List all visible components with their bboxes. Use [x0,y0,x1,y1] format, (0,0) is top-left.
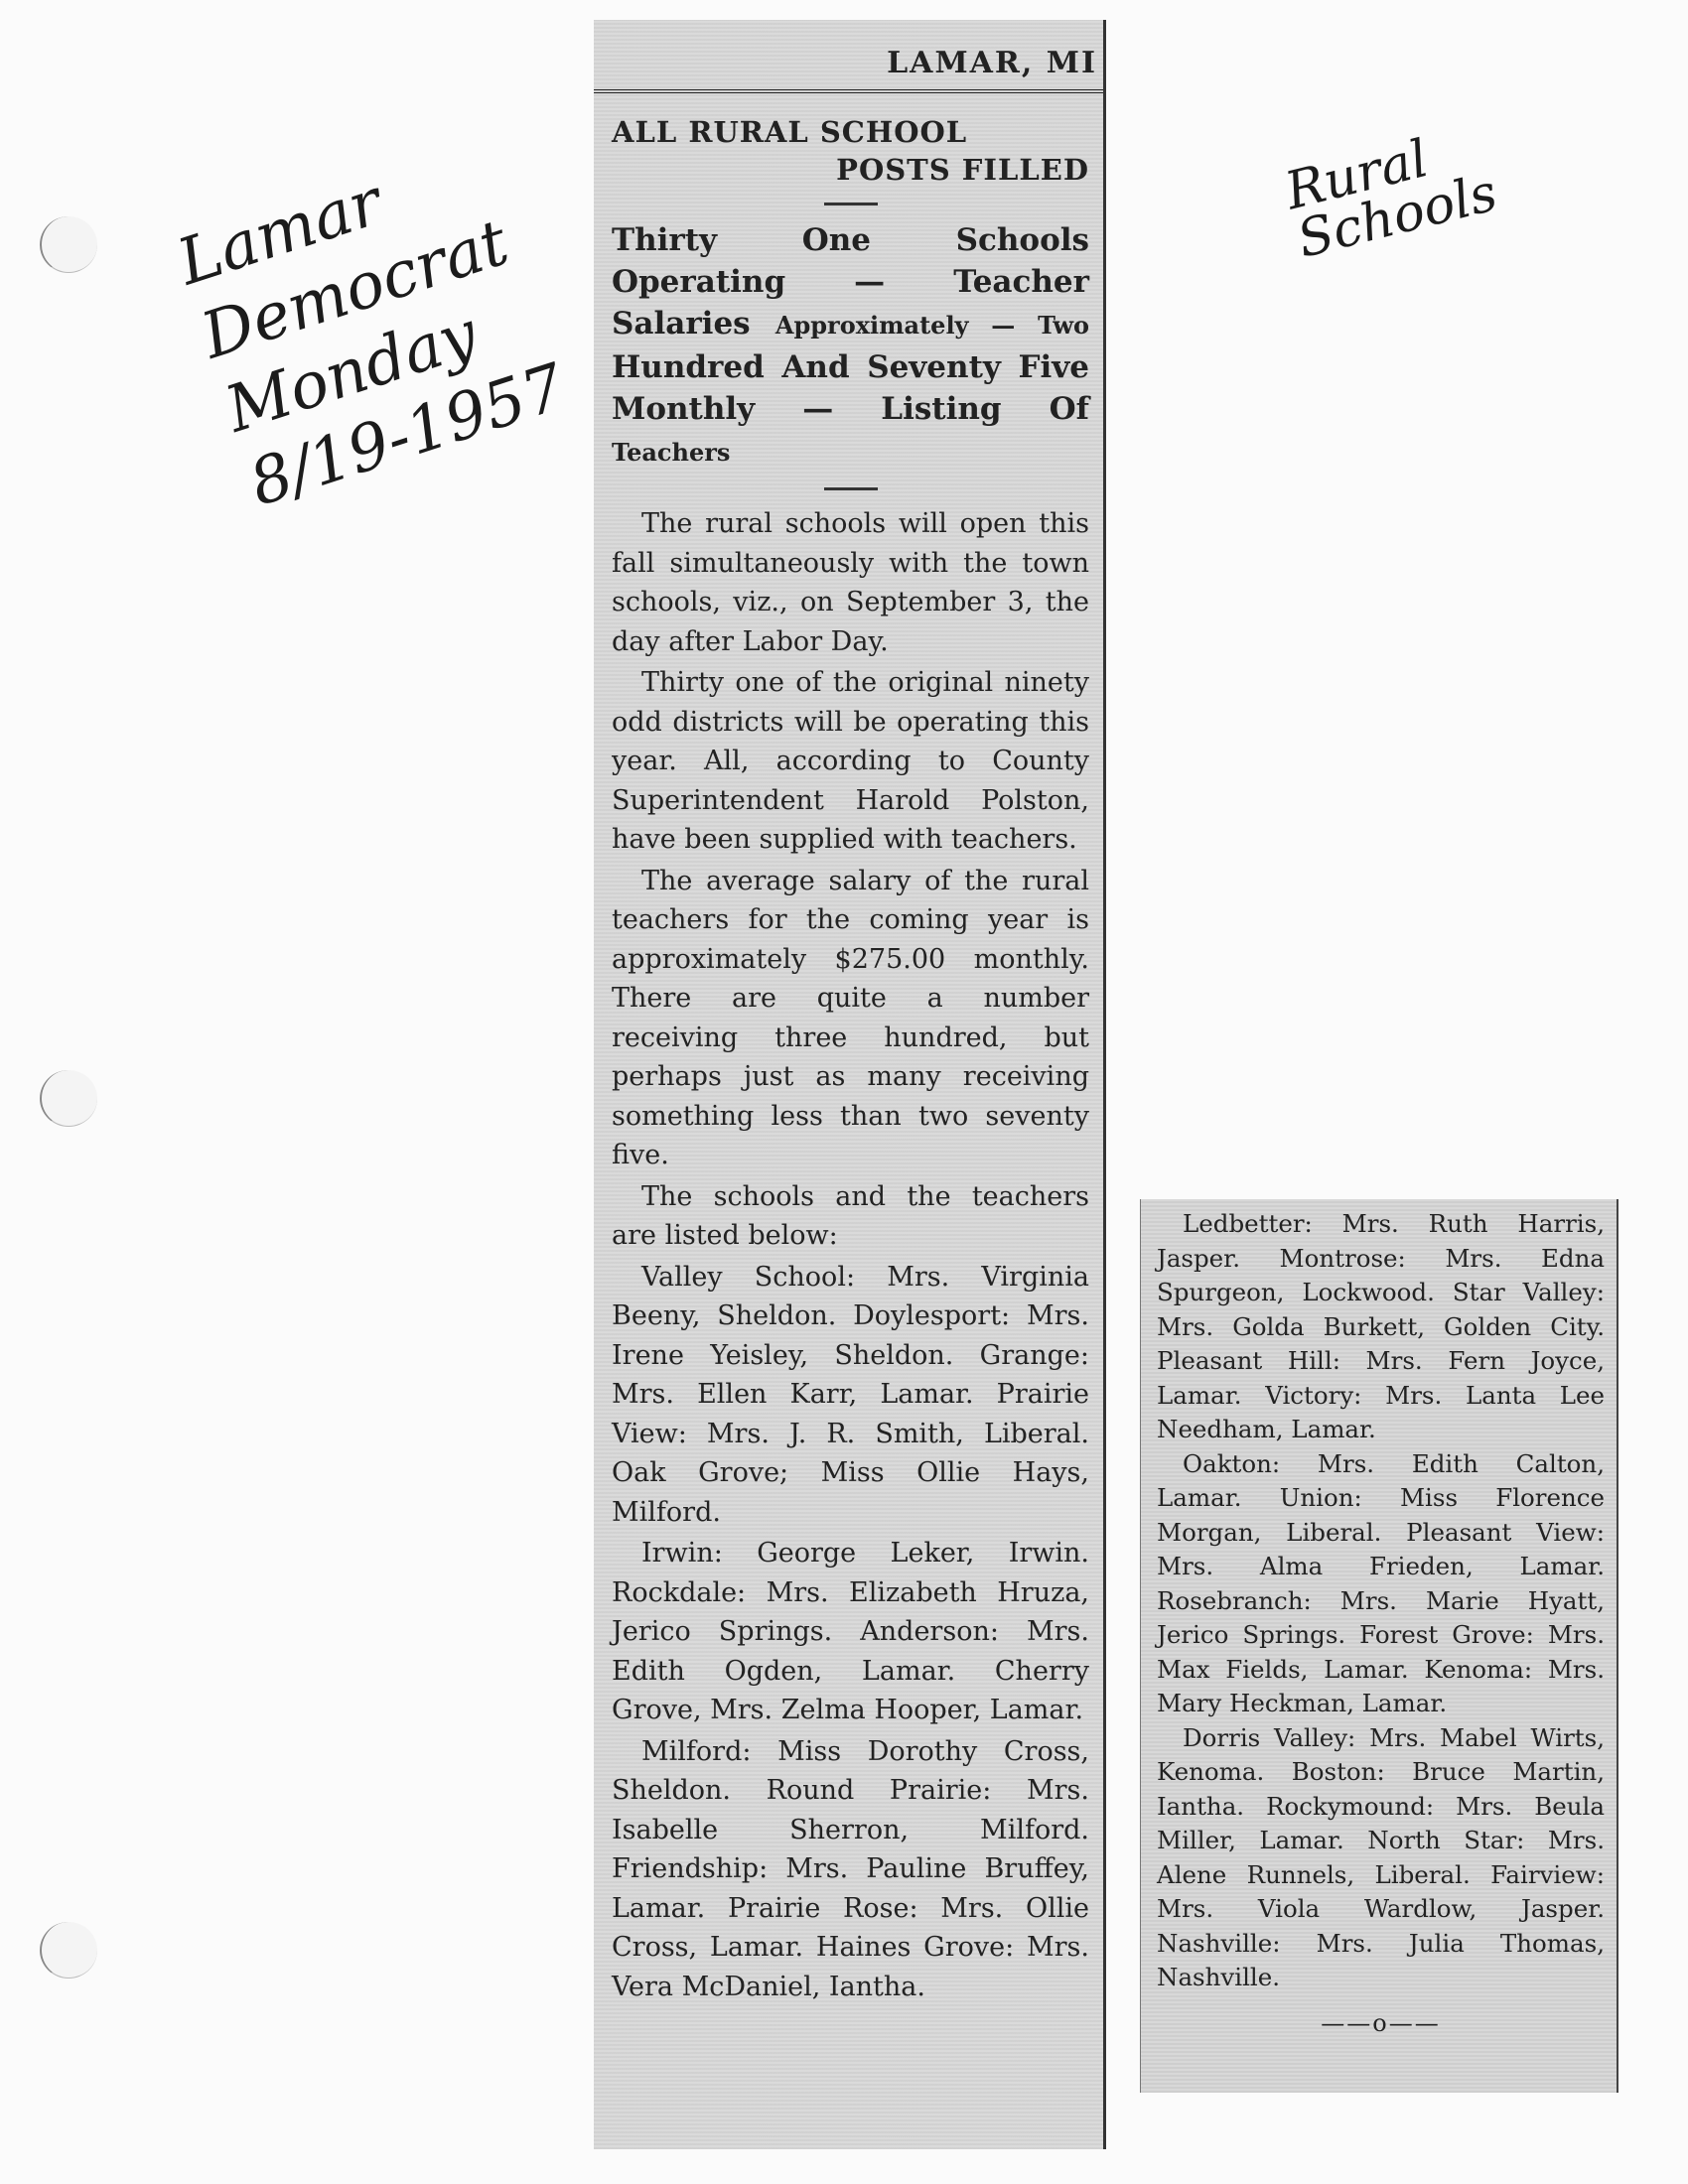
binder-hole-bottom [40,1922,97,1979]
end-mark: ——o—— [1321,2008,1441,2037]
article [594,93,1103,2006]
newspaper-clipping-continuation [1140,1199,1618,2093]
headline-line-1: ALL RURAL SCHOOL [612,115,968,149]
subheadline-part-1: Thirty One Schools Operating — Teacher Salaries [612,222,1089,341]
subheadline-part-4: Teachers [612,438,731,467]
handwritten-topic-note: Rural Schools [1279,129,1503,270]
divider [824,203,878,205]
binder-hole-top [40,216,97,273]
headline [612,113,1089,189]
handwritten-source-note: Lamar Democrat Monday 8/19-1957 [169,165,574,521]
newspaper-clipping-main [594,20,1106,2149]
article-paragraph: The rural schools will open this fall simultaneously with the town schools, viz., on September 3, the day after Labor Day. [612,508,1089,657]
teacher-list-paragraph: Ledbetter: Mrs. Ruth Harris, Jasper. Montrose: Mrs. Edna Spurgeon, Lockwood. Star Valley: Mrs. Golda Burkett, Golden City. Pleasant Hill: Mrs. Fern Joyce, Lamar. Victory: Mrs. Lanta Lee Needham, Lamar. [1157,1209,1605,1443]
teacher-list-paragraph: Valley School: Mrs. Virginia Beeny, Sheldon. Doylesport: Mrs. Irene Yeisley, Sheldon. Grange: Mrs. Ellen Karr, Lamar. Prairie View: Mrs. J. R. Smith, Liberal. Oak Grove; Miss Ollie Hays, Milford. [612,1261,1089,1528]
binder-hole-middle [40,1070,97,1127]
teacher-list-paragraph: Irwin: George Leker, Irwin. Rockdale: Mrs. Elizabeth Hruza, Jerico Springs. Anderson: Mrs. Edith Ogden, Lamar. Cherry Grove, Mrs. Zelma Hooper, Lamar. [612,1538,1089,1725]
masthead-title: LAMAR, MI [887,46,1097,80]
masthead [594,20,1103,93]
article-paragraph: The average salary of the rural teachers for the coming year is approximately $275.00 monthly. There are quite a number receiving three hundred, but perhaps just as many receiving something less than two seventy five. [612,865,1089,1170]
article-paragraph: The schools and the teachers are listed below: [612,1180,1089,1251]
subheadline-part-3: Hundred And Seventy Five Monthly — Listing Of [612,349,1089,427]
teacher-list-paragraph: Milford: Miss Dorothy Cross, Sheldon. Round Prairie: Mrs. Isabelle Sherron, Milford. Friendship: Mrs. Pauline Bruffey, Lamar. Prairie Rose: Mrs. Ollie Cross, Lamar. Haines Grove: Mrs. Vera McDaniel, Iantha. [612,1735,1089,2002]
headline-line-2: POSTS FILLED [836,153,1089,187]
article-paragraph: Thirty one of the original ninety odd districts will be operating this year. All, according to County Superintendent Harold Polston, have been supplied with teachers. [612,667,1089,855]
teacher-list-paragraph: Oakton: Mrs. Edith Calton, Lamar. Union: Miss Florence Morgan, Liberal. Pleasant View: Mrs. Alma Frieden, Lamar. Rosebranch: Mrs. Marie Hyatt, Jerico Springs. Forest Grove: Mrs. Max Fields, Lamar. Kenoma: Mrs. Mary Heckman, Lamar. [1157,1448,1605,1717]
subheadline [612,219,1089,474]
divider [824,487,878,490]
subheadline-part-2: Approximately — Two [774,311,1089,340]
teacher-list-paragraph: Dorris Valley: Mrs. Mabel Wirts, Kenoma. Boston: Bruce Martin, Iantha. Rockymound: Mrs. Beula Miller, Lamar. North Star: Mrs. Alene Runnels, Liberal. Fairview: Mrs. Viola Wardlow, Jasper. Nashville: Mrs. Julia Thomas, Nashville. [1157,1722,1605,1991]
